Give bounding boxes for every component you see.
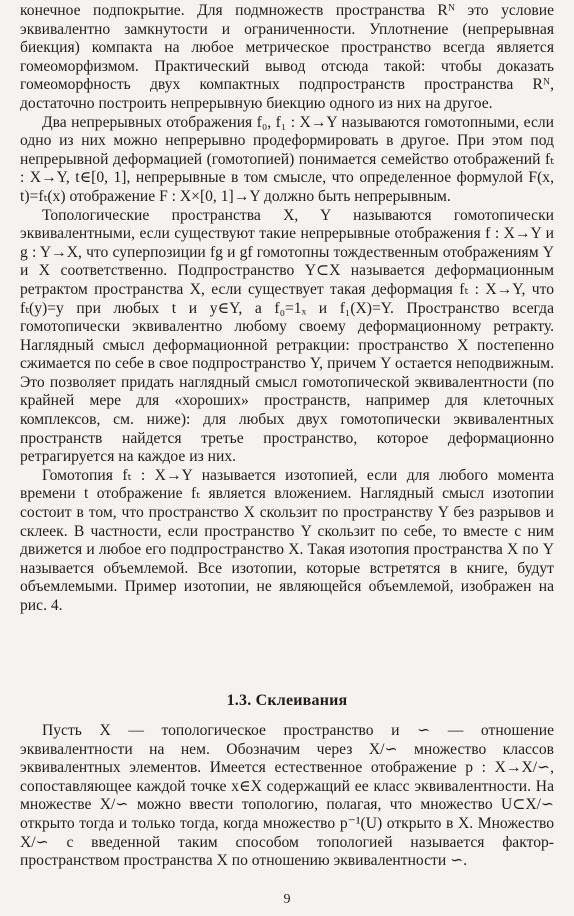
- paragraph-compact-spaces: конечное подпокрытие. Для подмножеств пространства Rᴺ это условие эквивалентно замкнутости и ограниченности. Уплотнение (непрерывная биекция) компакта на любое метрическое пространство всегда является гомеоморфизмом. Практический вывод отсюда такой: чтобы доказать гомеоморфность двух компактных подпространств пространства Rᴺ, достаточно построить непрерывную биекцию одного из них на другое.: [20, 2, 554, 112]
- section-heading: 1.3. Склеивания: [226, 692, 348, 709]
- paragraph-isotopy: Гомотопия fₜ : X→Y называется изотопией, если для любого момента времени t отображение fₜ является вложением. Наглядный смысл изотопии состоит в том, что пространство X скользит по пространству Y без разрывов и склеек. В частности, если пространство Y скользит по себе, то вместе с ним движется и любое его подпространство X. Такая изотопия пространства X по Y называется объемлемой. Все изотопии, которые встретятся в книге, будут объемлемыми. Пример изотопии, не являющейся объемлемой, изображен на рис. 4.: [20, 466, 554, 614]
- paragraph-quotient-space: Пусть X — топологическое пространство и ∽ — отношение эквивалентности на нем. Обозначим через X/∽ множество классов эквивалентных элементов. Имеется естественное отображение p : X→X/∽, сопоставляющее каждой точке x∈X содержащий ее класс эквивалентности. На множестве X/∽ можно ввести топологию, полагая, что множество U⊂X/∽ открыто тогда и только тогда, когда множество p⁻¹(U) открыто в X. Множество X/∽ с введенной таким способом топологией называется фактор-пространством пространства X по отношению эквивалентности ∽.: [20, 722, 554, 870]
- paragraph-homotopy-equivalence: Топологические пространства X, Y называются гомотопически эквивалентными, если существуют такие непрерывные отображения f : X→Y и g : Y→X, что суперпозиции fg и gf гомотопны тождественным отображениям Y и X соответственно. Подпространство Y⊂X называется деформационным ретрактом пространства X, если существует такая деформация fₜ : X→Y, что fₜ(y)=y при любых t и y∈Y, а f₀=1ₓ и f₁(X)=Y. Пространство всегда гомотопически эквивалентно любому своему деформационному ретракту. Наглядный смысл деформационной ретракции: пространство X постепенно сжимается по себе в свое подпространство Y, причем Y остается неподвижным. Это позволяет придать наглядный смысл гомотопической эквивалентности (по крайней мере для «хороших» пространств, например для клеточных комплексов, см. ниже): для любых двух гомотопически эквивалентных пространств найдется третье пространство, которое деформационно ретрагируется на каждое из них.: [20, 206, 554, 466]
- body-text-top: [20, 2, 554, 616]
- body-text-bottom: [20, 722, 554, 871]
- paragraph-homotopic-maps: Два непрерывных отображения f₀, f₁ : X→Y называются гомотопными, если одно из них можно непрерывно продеформировать в другое. При этом под непрерывной деформацией (гомотопией) понимается семейство отображений fₜ : X→Y, t∈[0, 1], непрерывные в том смысле, что определенное формулой F(x, t)=fₜ(x) отображение F : X×[0, 1]→Y должно быть непрерывным.: [20, 113, 554, 205]
- page-number: 9: [283, 892, 291, 907]
